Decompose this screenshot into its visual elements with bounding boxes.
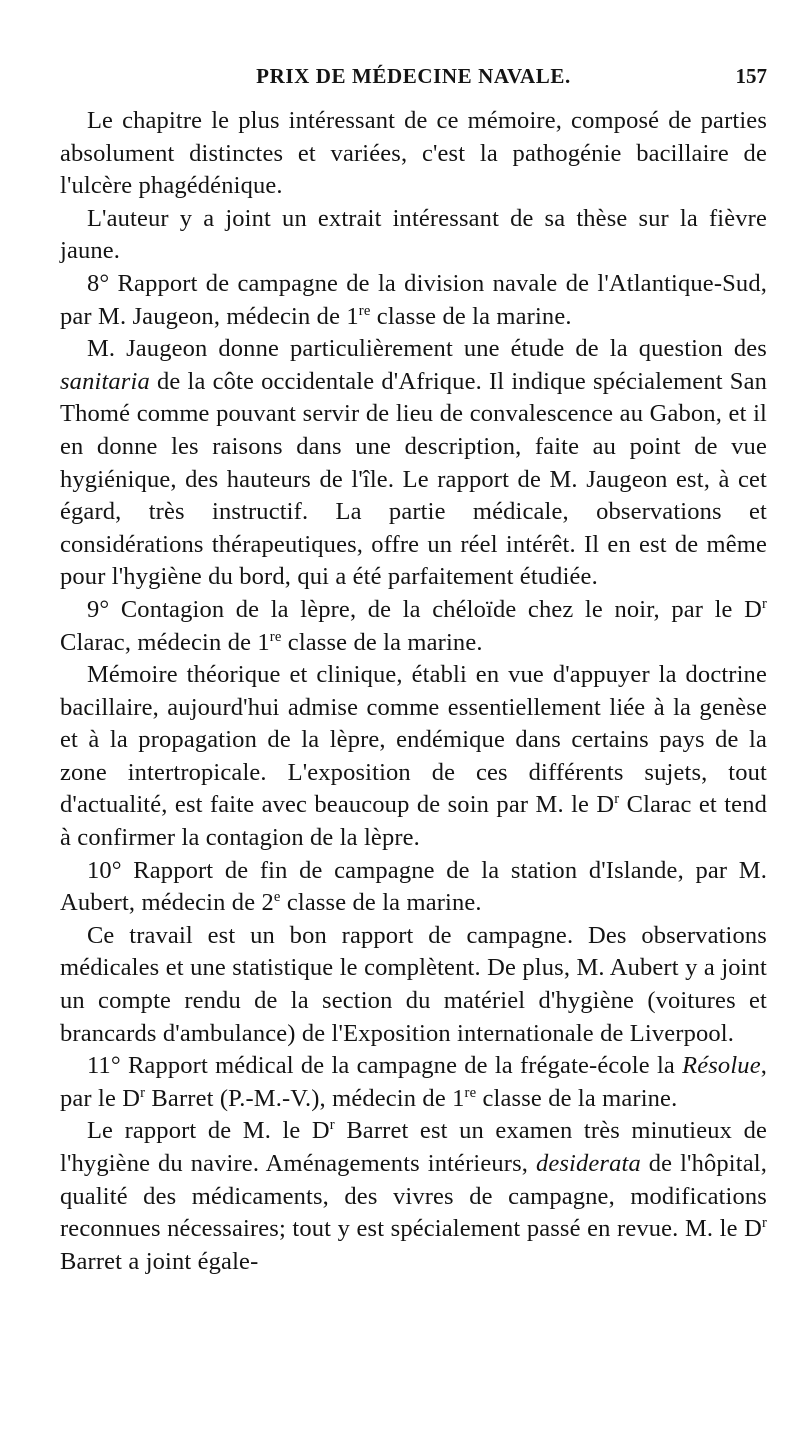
paragraph: Ce travail est un bon rapport de campagne. Des observations médicales et une statistique le complètent. De plus, M. Aubert y a joint un compte rendu de la section du matériel d'hygiène (voitures et brancards d'ambulance) de l'Exposition internationale de Liverpool. (60, 921, 767, 1047)
paragraph: 9° Contagion de la lèpre, de la chéloïde chez le noir, par le $D^r$ Clarac, médecin de 1re classe de la marine. (60, 595, 767, 656)
paragraph: Le chapitre le plus intéressant de ce mémoire, composé de parties absolument distinctes et variées, c'est la pathogénie bacillaire de l'ulcère phagédénique. (60, 107, 767, 200)
paragraph: 8° Rapport de campagne de la division navale de l'Atlantique-Sud, par M. Jaugeon, médecin de 1re classe de la marine. (60, 269, 767, 330)
body-text (60, 105, 767, 1278)
paragraph: 10° Rapport de fin de campagne de la station d'Islande, par M. Aubert, médecin de 2e classe de la marine. (60, 856, 767, 917)
paragraph: M. Jaugeon donne particulièrement une étude de la question des sanitaria de la côte occidentale d'Afrique. Il indique spécialement San Thomé comme pouvant servir de lieu de convalescence au Gabon, et il en donne les raisons dans une description, faite au point de vue hygiénique, des hauteurs de l'île. Le rapport de M. Jaugeon est, à cet égard, très instructif. La partie médicale, observations et considérations thérapeutiques, offre un réel intérêt. Il en est de même pour l'hygiène du bord, qui a été parfaitement étudiée. (60, 335, 767, 591)
paragraph: Le rapport de M. le $D^r$ Barret est un examen très minutieux de l'hygiène du navire. Aménagements intérieurs, desiderata de l'hôpital, qualité des médicaments, des vivres de campagne, modifications reconnues nécessaires; tout y est spécialement passé en revue. M. le $D^r$ Barret a joint égale- (60, 1117, 767, 1275)
running-title: PRIX DE MÉDECINE NAVALE. (256, 64, 571, 88)
page-number: 157 (735, 64, 767, 88)
page-header (60, 64, 767, 94)
paragraph: L'auteur y a joint un extrait intéressant de sa thèse sur la fièvre jaune. (60, 204, 767, 265)
paragraph: 11° Rapport médical de la campagne de la frégate-école la Résolue, par le $D^r$ Barret (P.-M.-V.), médecin de 1re classe de la marine. (60, 1052, 767, 1112)
paragraph: Mémoire théorique et clinique, établi en vue d'appuyer la doctrine bacillaire, aujourd'hui admise comme essentiellement liée à la genèse et à la propagation de la lèpre, endémique dans certains pays de la zone intertropicale. L'exposition de ces différents sujets, tout d'actualité, est faite avec beaucoup de soin par M. le $D^r$ Clarac et tend à confirmer la contagion de la lèpre. (60, 661, 767, 852)
